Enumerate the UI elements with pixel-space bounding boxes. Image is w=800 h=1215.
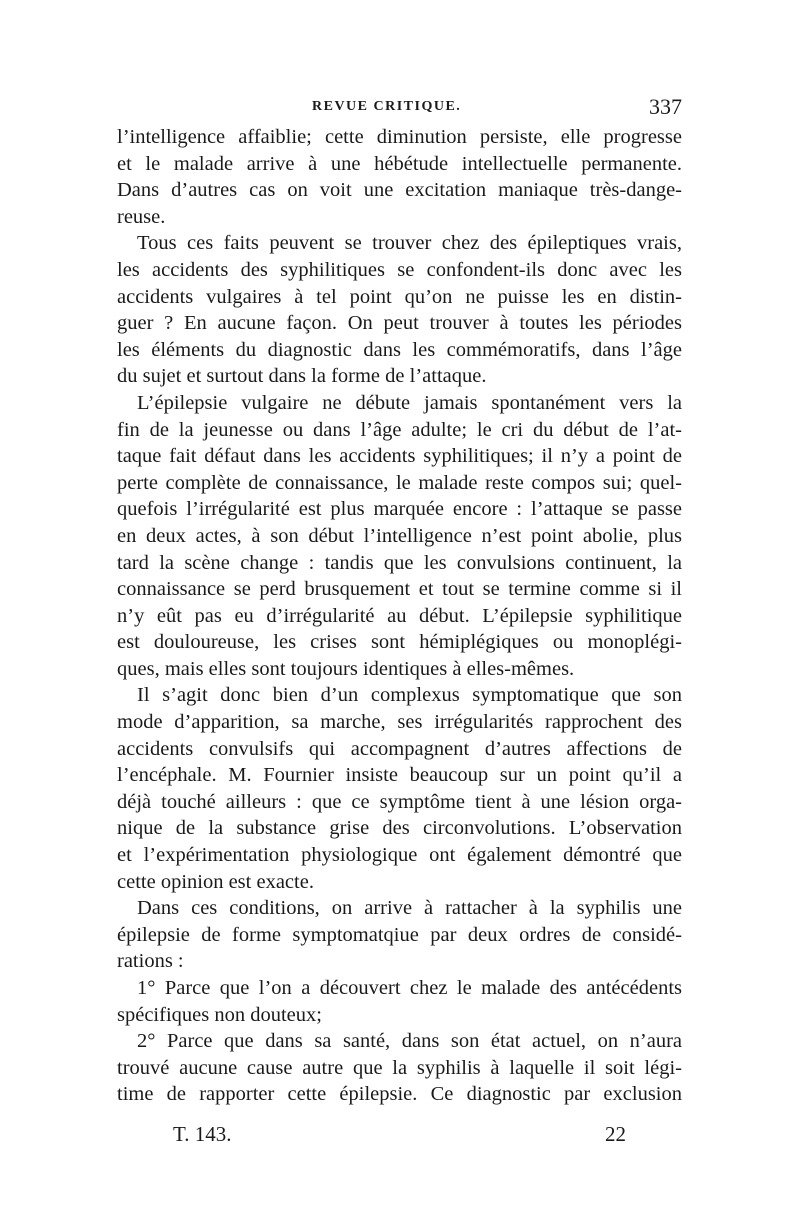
text-line: Tous ces faits peuvent se trouver chez des épileptiques vrais, — [137, 232, 682, 255]
text-line: déjà touché ailleurs : que ce symptôme tient à une lésion orga- — [117, 790, 682, 813]
text-line: quefois l’irrégularité est plus marquée encore : l’attaque se passe — [117, 498, 682, 521]
text-line: du sujet et surtout dans la forme de l’attaque. — [117, 365, 487, 388]
text-line: reuse. — [117, 205, 166, 228]
text-line: spécifiques non douteux; — [117, 1003, 322, 1026]
text-line: taque fait défaut dans les accidents syphilitiques; il n’y a point de — [117, 445, 682, 468]
text-line: et le malade arrive à une hébétude intellectuelle permanente. — [117, 152, 682, 175]
text-line: est douloureuse, les crises sont hémiplégiques ou monoplégi- — [117, 631, 682, 654]
text-line: fin de la jeunesse ou dans l’âge adulte; le cri du début de l’at- — [117, 418, 682, 441]
text-line: Il s’agit donc bien d’un complexus symptomatique que son — [137, 684, 682, 707]
text-line: rations : — [117, 950, 184, 973]
paragraph — [117, 895, 682, 975]
text-line: les éléments du diagnostic dans les commémoratifs, dans l’âge — [117, 338, 682, 361]
body-text — [117, 124, 682, 1108]
text-line: ques, mais elles sont toujours identiques à elles-mêmes. — [117, 657, 575, 680]
text-line: L’épilepsie vulgaire ne débute jamais spontanément vers la — [137, 391, 682, 414]
running-title: REVUE CRITIQUE. — [312, 99, 462, 114]
text-line: perte complète de connaissance, le malade reste compos sui; quel- — [117, 471, 682, 494]
text-line: accidents vulgaires à tel point qu’on ne puisse les en distin- — [117, 285, 682, 308]
page-header — [117, 96, 682, 120]
text-line: connaissance se perd brusquement et tout se termine comme si il — [117, 578, 682, 601]
text-line: et l’expérimentation physiologique ont également démontré que — [117, 844, 682, 867]
text-line: l’encéphale. M. Fournier insiste beaucoup sur un point qu’il a — [117, 764, 682, 787]
paragraph — [117, 124, 682, 230]
sheet-number: 22 — [605, 1122, 626, 1146]
text-line: tard la scène change : tandis que les convulsions continuent, la — [117, 551, 682, 574]
text-line: guer ? En aucune façon. On peut trouver à toutes les périodes — [117, 312, 682, 335]
text-line: trouvé aucune cause autre que la syphilis à laquelle il soit légi- — [117, 1056, 682, 1079]
paragraph — [117, 230, 682, 390]
paragraph — [117, 975, 682, 1028]
page-footer — [117, 1122, 682, 1152]
text-line: Dans d’autres cas on voit une excitation maniaque très-dange- — [117, 179, 682, 202]
text-line: n’y eût pas eu d’irrégularité au début. L’épilepsie syphilitique — [117, 604, 682, 627]
text-line: time de rapporter cette épilepsie. Ce diagnostic par exclusion — [117, 1083, 682, 1106]
text-line: en deux actes, à son début l’intelligence n’est point abolie, plus — [117, 524, 682, 547]
signature-mark: T. 143. — [173, 1122, 232, 1146]
paragraph — [117, 1028, 682, 1108]
text-line: cette opinion est exacte. — [117, 870, 314, 893]
text-line: mode d’apparition, sa marche, ses irrégularités rapprochent des — [117, 711, 682, 734]
page-number: 337 — [649, 94, 682, 119]
text-line: l’intelligence affaiblie; cette diminution persiste, elle progresse — [117, 126, 682, 148]
text-line: les accidents des syphilitiques se confondent-ils donc avec les — [117, 258, 682, 281]
text-line: épilepsie de forme symptomatqiue par deux ordres de considé- — [117, 923, 682, 946]
text-line: Dans ces conditions, on arrive à rattacher à la syphilis une — [137, 897, 682, 920]
paragraph — [117, 682, 682, 895]
paragraph — [117, 390, 682, 683]
text-line: accidents convulsifs qui accompagnent d’autres affections de — [117, 737, 682, 760]
text-line: 1° Parce que l’on a découvert chez le malade des antécédents — [137, 977, 682, 999]
text-line: 2° Parce que dans sa santé, dans son état actuel, on n’aura — [137, 1030, 682, 1053]
text-line: nique de la substance grise des circonvolutions. L’observation — [117, 817, 682, 840]
